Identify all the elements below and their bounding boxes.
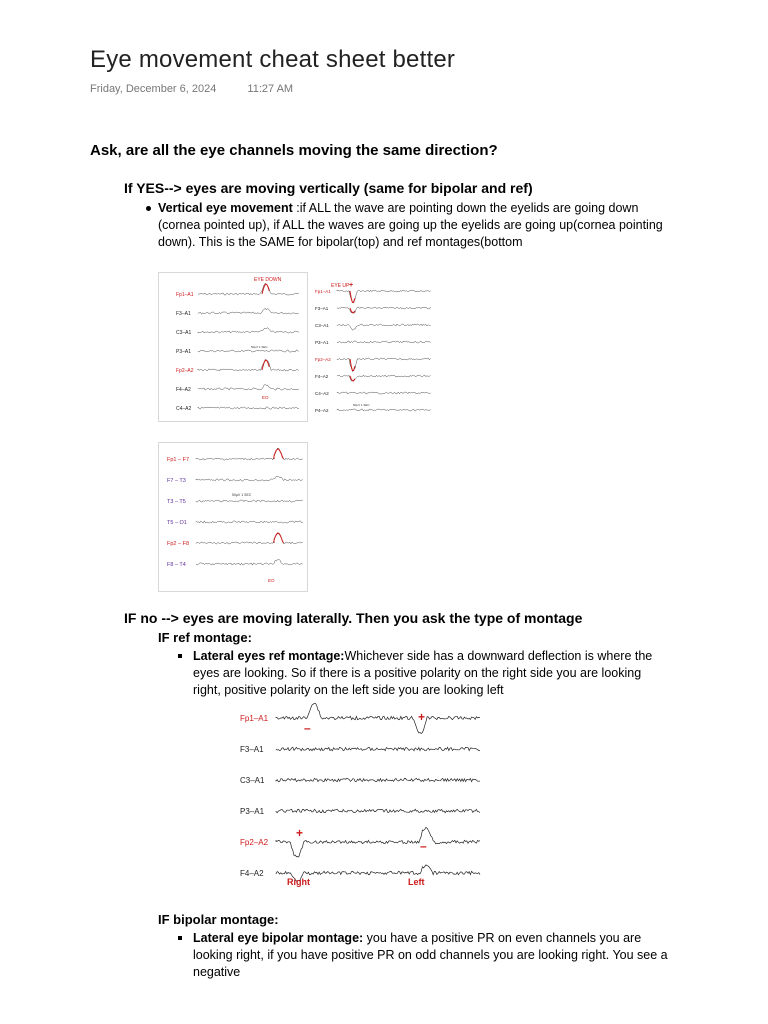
bullet-square-icon	[178, 936, 182, 940]
scale-label: 50µV 1 SEC	[251, 345, 268, 349]
eo-label: EO	[262, 395, 269, 400]
channel-label: F4–A2	[315, 374, 329, 379]
lateral-ref-term: Lateral eyes ref montage:	[193, 649, 345, 663]
channel-label: Fp1 – F7	[167, 457, 190, 463]
channel-label: Fp2–A2	[176, 368, 194, 374]
bullet-square-icon	[178, 654, 182, 658]
channel-label: C4–A2	[315, 391, 329, 396]
eeg-trace	[337, 341, 431, 343]
page-time: 11:27 AM	[247, 83, 294, 95]
channel-label: Fp1–A1	[315, 289, 331, 294]
lateral-ref-text: Whichever side has a downward deflection is where the eyes are looking. So if there is a positive polarity on the right side you are looking right, positive polarity on the left side you are looking left	[193, 649, 653, 697]
channel-label: F8 – T4	[167, 562, 186, 568]
eye-up-label: EYE UP	[331, 283, 350, 289]
lateral-bipolar-text: you have a positive PR on even channels you are looking right, if you have positive PR on odd channels you are looking right. You see a negative	[193, 931, 668, 979]
eye-down-label: EYE DOWN	[254, 277, 282, 283]
channel-label: F7 – T3	[167, 478, 186, 484]
channel-label: Fp1–A1	[240, 714, 269, 723]
channel-label: F4–A2	[240, 869, 264, 878]
plus-icon: +	[349, 282, 354, 289]
fig-ref-eye-down	[158, 272, 308, 422]
channel-label: Fp2–A2	[240, 838, 269, 847]
channel-label: C3–A1	[176, 330, 192, 336]
channel-label: F3–A1	[315, 306, 329, 311]
minus-icon: –	[304, 721, 311, 735]
ref-montage-heading: IF ref montage:	[158, 630, 252, 645]
channel-label: P3–A1	[315, 340, 329, 345]
eeg-trace	[276, 827, 480, 856]
page-date: Friday, December 6, 2024	[90, 83, 217, 95]
plus-icon: +	[296, 826, 304, 840]
channel-label: C3–A1	[315, 323, 329, 328]
channel-label: P3–A1	[176, 349, 192, 355]
fig-bipolar-vertical	[158, 442, 308, 592]
channel-label: Fp2–A2	[315, 357, 331, 362]
channel-label: C4–A2	[176, 406, 192, 412]
channel-label: Fp1–A1	[176, 292, 194, 298]
channel-label: F3–A1	[240, 745, 264, 754]
minus-icon: –	[420, 839, 427, 853]
eye-artifact-trace	[350, 376, 355, 381]
page-title: Eye movement cheat sheet better	[90, 46, 456, 73]
eeg-trace	[337, 324, 431, 330]
eeg-trace	[337, 392, 431, 394]
eeg-trace	[276, 778, 480, 781]
left-label: Left	[408, 877, 425, 887]
fig-lateral-ref	[232, 700, 482, 894]
eye-artifact-trace	[350, 291, 355, 303]
bipolar-montage-heading: IF bipolar montage:	[158, 912, 279, 927]
lateral-bipolar-paragraph	[193, 930, 683, 981]
eye-artifact-trace	[350, 359, 355, 371]
channel-label: P4–A2	[315, 408, 329, 413]
channel-label: T5 – O1	[167, 520, 187, 526]
lateral-ref-paragraph	[193, 648, 663, 699]
channel-label: T3 – T5	[167, 499, 186, 505]
eeg-trace	[276, 809, 480, 812]
lateral-bipolar-term: Lateral eye bipolar montage:	[193, 931, 364, 945]
yes-heading: If YES--> eyes are moving vertically (same for bipolar and ref)	[124, 180, 533, 196]
no-heading: IF no --> eyes are moving laterally. Then you ask the type of montage	[124, 610, 583, 626]
eo-label-3: EO	[268, 578, 275, 583]
page-meta	[90, 83, 321, 95]
eeg-trace	[276, 747, 480, 750]
fig-ref-eye-up	[313, 278, 438, 426]
channel-label: P3–A1	[240, 807, 265, 816]
vertical-term: Vertical eye movement	[158, 201, 297, 215]
bullet-dot-icon	[146, 206, 151, 211]
channel-label: Fp2 – F8	[167, 541, 190, 547]
channel-label: F4–A2	[176, 387, 191, 393]
plus-icon: +	[418, 710, 426, 724]
scale-label-3: 50µV 1 SEC	[232, 493, 252, 497]
channel-label: C3–A1	[240, 776, 265, 785]
vertical-paragraph	[158, 200, 678, 251]
channel-label: F3–A1	[176, 311, 191, 317]
vertical-text: :if ALL the wave are pointing down the eyelids are going down (cornea pointed up), if ALL the waves are going up the eyelids are going up(cornea pointing down). This is the SAME for bipolar(top) and ref montages(bottom	[158, 201, 663, 249]
fig2-traces	[315, 289, 431, 413]
scale-label-2: 50µV 1 SEC	[353, 403, 370, 407]
eeg-trace	[337, 409, 431, 411]
fig4-traces	[240, 703, 480, 881]
section1-heading: Ask, are all the eye channels moving the same direction?	[90, 142, 498, 159]
right-label: Right	[287, 877, 310, 887]
